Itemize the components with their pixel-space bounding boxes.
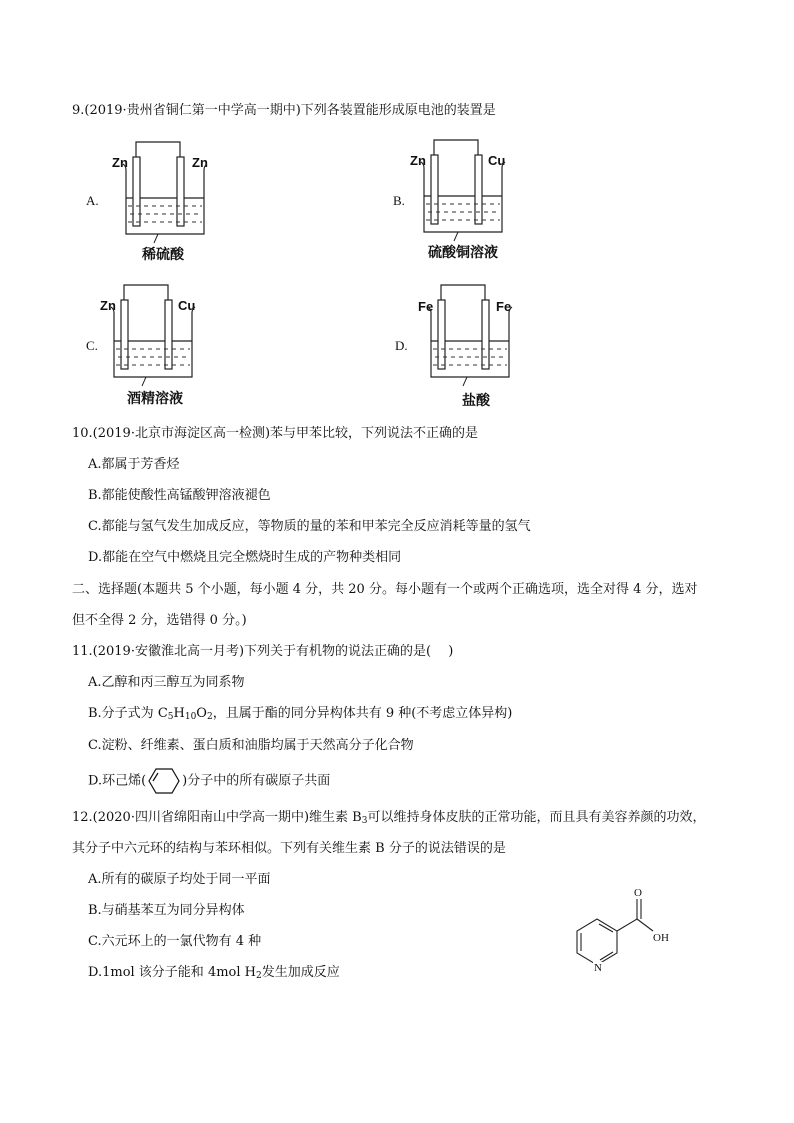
option-b-label: B. xyxy=(393,193,405,208)
option-a-beaker-diagram xyxy=(120,140,210,240)
struct-n-label: N xyxy=(594,962,602,974)
q11-option-d: D.环己烯( )分子中的所有碳原子共面 xyxy=(88,773,330,790)
q11-option-a: A.乙醇和丙三醇互为同系物 xyxy=(88,675,245,690)
q11-stem: 11.(2019·安徽淮北高一月考)下列关于有机物的说法正确的是( ) xyxy=(72,644,454,659)
option-c-left-electrode: Zn xyxy=(100,298,116,313)
q10-option-d: D.都能在空气中燃烧且完全燃烧时生成的产物种类相同 xyxy=(88,550,402,565)
q12-option-d: D.1mol 该分子能和 4mol $H_2$发生加成反应 xyxy=(88,965,340,981)
option-c-right-electrode: Cu xyxy=(178,298,196,313)
option-a-solution: 稀硫酸 xyxy=(142,247,184,263)
q10-option-a: A.都属于芳香烃 xyxy=(88,457,180,472)
option-b-beaker-diagram xyxy=(418,138,508,238)
option-b-solution: 硫酸铜溶液 xyxy=(428,245,498,261)
cyclohexene-icon xyxy=(146,773,182,789)
option-b-left-electrode: Zn xyxy=(410,153,426,168)
q12-option-a: A.所有的碳原子均处于同一平面 xyxy=(88,872,271,887)
q11-option-c: C.淀粉、纤维素、蛋白质和油脂均属于天然高分子化合物 xyxy=(88,738,414,753)
struct-oh-label: OH xyxy=(653,932,669,944)
option-c-solution: 酒精溶液 xyxy=(127,391,183,407)
q10-option-c: C.都能与氢气发生加成反应，等物质的量的苯和甲苯完全反应消耗等量的氢气 xyxy=(88,519,531,534)
section-2-instructions-line1: 二、选择题(本题共 5 个小题，每小题 4 分，共 20 分。每小题有一个或两个正确选项，选全对得 4 分，选对 xyxy=(72,582,698,597)
section-2-instructions-line2: 但不全得 2 分，选错得 0 分。) xyxy=(72,613,247,628)
option-d-label: D. xyxy=(395,338,408,353)
option-c-label: C. xyxy=(86,338,98,353)
option-b-right-electrode: Cu xyxy=(488,153,506,168)
struct-o-label: O xyxy=(634,887,642,899)
option-a-left-electrode: Zn xyxy=(112,155,128,170)
option-d-beaker-diagram xyxy=(425,283,515,383)
option-d-left-electrode: Fe xyxy=(418,299,434,314)
option-a-right-electrode: Zn xyxy=(192,155,208,170)
q12-stem-line1: 12.(2020·四川省绵阳南山中学高一期中)维生素 $B_3$可以维持身体皮肤的正常功能，而且具有美容养颜的功效， xyxy=(72,810,706,826)
q9-stem: 9.(2019·贵州省铜仁第一中学高一期中)下列各装置能形成原电池的装置是 xyxy=(72,103,496,118)
option-c-beaker-diagram xyxy=(108,283,198,383)
q12-stem-line2: 其分子中六元环的结构与苯环相似。下列有关维生素 B 分子的说法错误的是 xyxy=(72,841,506,856)
q10-stem: 10.(2019·北京市海淀区高一检测)苯与甲苯比较，下列说法不正确的是 xyxy=(72,426,479,441)
q12-option-c: C.六元环上的一氯代物有 4 种 xyxy=(88,934,262,949)
q10-option-b: B.都能使酸性高锰酸钾溶液褪色 xyxy=(88,488,271,503)
q12-option-b: B.与硝基苯互为同分异构体 xyxy=(88,903,245,918)
option-a-label: A. xyxy=(86,193,99,208)
option-d-solution: 盐酸 xyxy=(462,393,490,409)
q11-option-b: B.分子式为 $C_5H_{10}O_2$，且属于酯的同分异构体共有 9 种(不考虑立体异构) xyxy=(88,706,513,722)
option-d-right-electrode: Fe xyxy=(496,299,512,314)
